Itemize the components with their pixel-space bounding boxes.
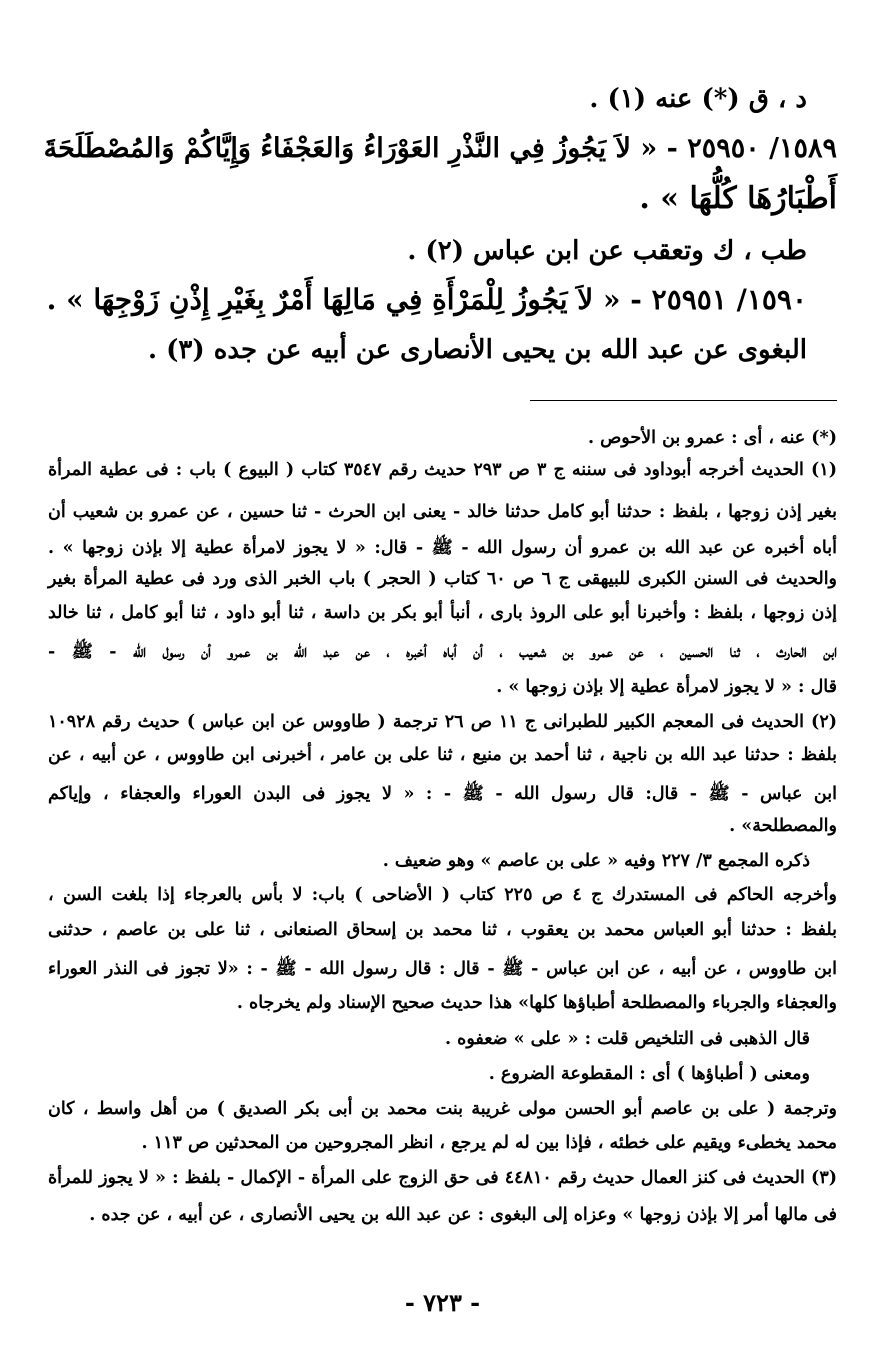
footnote-2-line-2: بلفظ : حدثنا عبد الله بن ناجية ، ثنا أحمد بن منيع ، ثنا على بن عامر ، أخبرنى ابن طاووس ، عن أبيه ، عن bbox=[48, 745, 837, 765]
page-number: - ٧٢٣ - bbox=[404, 1288, 481, 1317]
footnote-2-line-13: محمد يخطىء ويقيم على خطئه ، فإذا بين له لم يرجع ، انظر المجروحين من المحدثين ص ١١٣ . bbox=[141, 1133, 837, 1153]
footnote-2-line-1: (٢) الحديث فى المعجم الكبير للطبرانى ج ١١ ص ٢٦ ترجمة ( طاووس عن ابن عباس ) حديث رقم ١٠٩٢٨ bbox=[48, 712, 838, 732]
footnote-1-line-1: (١) الحديث أخرجه أبوداود فى سننه ج ٣ ص ٢٩٣ حديث رقم ٣٥٤٧ كتاب ( البيوع ) باب : فى عطية المرأة bbox=[48, 460, 837, 480]
hadith-1590-source: البغوى عن عبد الله بن يحيى الأنصارى عن أبيه عن جده (٣) . bbox=[148, 335, 807, 365]
footnote-1-line-5: إذن زوجها ، بلفظ : وأخبرنا أبو على الروذ بارى ، أنبأ أبو بكر بن داسة ، ثنا أبو داود ، ثنا أبو كامل ، ثنا خالد bbox=[48, 603, 837, 623]
main-line-1: د ، ق (*) عنه (١) . bbox=[589, 84, 807, 114]
hadith-1589-line-1: ١٥٨٩/ ٢٥٩٥٠ - « لاَ يَجُوزُ فِي النَّذْرِ العَوْرَاءُ وَالعَجْفَاءُ وَإِيَّاكُمْ وَالمُصْطَلَحَةَ bbox=[43, 133, 837, 164]
footnote-1-line-2: بغير إذن زوجها ، بلفظ : حدثنا أبو كامل حدثنا خالد - يعنى ابن الحرث - ثنا حسين ، عن عمرو بن شعيب أن bbox=[48, 502, 837, 522]
footnote-2-line-4: والمصطلحة» . bbox=[729, 816, 837, 836]
footnote-1-line-4: والحديث فى السنن الكبرى للبيهقى ج ٦ ص ٦٠ كتاب ( الحجر ) باب الخبر الذى ورد فى عطية المرأة بغير bbox=[48, 569, 838, 589]
footnote-2-line-11: ومعنى ( أطباؤها ) أى : المقطوعة الضروع . bbox=[488, 1064, 810, 1084]
footnote-1-line-6: ابن الحارث ، ثنا الحسين ، عن عمرو بن شعيب ، أن أباه أخبره ، عن عبد الله بن عمرو أن رسول الله - ﷺ - bbox=[48, 642, 837, 662]
footnote-1-line-3: أباه أخبره عن عبد الله بن عمرو أن رسول الله - ﷺ - قال: « لا يجوز لامرأة عطية إلا بإذن زوجها » . bbox=[48, 538, 837, 558]
footnote-2-line-3: ابن عباس - ﷺ - قال: قال رسول الله - ﷺ - : « لا يجوز فى البدن العوراء والعجفاء ، وإياكم bbox=[48, 784, 837, 804]
footnote-2-line-5: ذكره المجمع ٣/ ٢٢٧ وفيه « على بن عاصم » وهو ضعيف . bbox=[382, 851, 810, 871]
footnote-star: (*) عنه ، أى : عمرو بن الأحوص . bbox=[587, 428, 837, 448]
footnote-2-line-9: والعجفاء والجرباء والمصطلحة أطباؤها كلها» هذا حديث صحيح الإسناد ولم يخرجاه . bbox=[236, 993, 837, 1013]
footnote-2-line-7: بلفظ : حدثنا أبو العباس محمد بن يعقوب ، ثنا محمد بن إسحاق الصنعانى ، ثنا على بن عاصم ، حدثنى bbox=[48, 920, 837, 940]
hadith-1589-source: طب ، ك وتعقب عن ابن عباس (٢) . bbox=[407, 236, 807, 266]
hadith-1589-line-2: أَطْبَارُهَا كُلُّهَا » . bbox=[639, 181, 837, 216]
footnote-2-line-10: قال الذهبى فى التلخيص قلت : « على » ضعفوه . bbox=[444, 1029, 810, 1049]
footnote-2-line-12: وترجمة ( على بن عاصم أبو الحسن مولى غريبة بنت محمد بن أبى بكر الصديق ) من أهل واسط ، كان bbox=[48, 1099, 837, 1119]
footnote-3-line-1: (٣) الحديث فى كنز العمال حديث رقم ٤٤٨١٠ فى حق الزوج على المرأة - الإكمال - بلفظ : « لا يجوز للمرأة bbox=[48, 1168, 837, 1188]
hadith-1590: ١٥٩٠/ ٢٥٩٥١ - « لاَ يَجُوزُ لِلْمَرْأَةِ فِي مَالِهَا أَمْرٌ بِغَيْرِ إِذْنِ زَوْجِهَا » . bbox=[46, 283, 807, 316]
footnote-2-line-8: ابن طاووس ، عن أبيه ، عن ابن عباس - ﷺ - قال : قال رسول الله - ﷺ - : «لا تجوز فى النذر العوراء bbox=[48, 959, 837, 979]
footnote-2-line-6: وأخرجه الحاكم فى المستدرك ج ٤ ص ٢٢٥ كتاب ( الأضاحى ) باب: لا بأس بالعرجاء إذا بلغت السن ، bbox=[48, 885, 837, 905]
footnote-divider bbox=[530, 400, 837, 401]
footnote-3-line-2: فى مالها أمر إلا بإذن زوجها » وعزاه إلى البغوى : عن عبد الله بن يحيى الأنصارى ، عن أبيه ، عن جده . bbox=[89, 1205, 837, 1225]
footnote-1-line-7: قال : « لا يجوز لامرأة عطية إلا بإذن زوجها » . bbox=[496, 677, 837, 697]
